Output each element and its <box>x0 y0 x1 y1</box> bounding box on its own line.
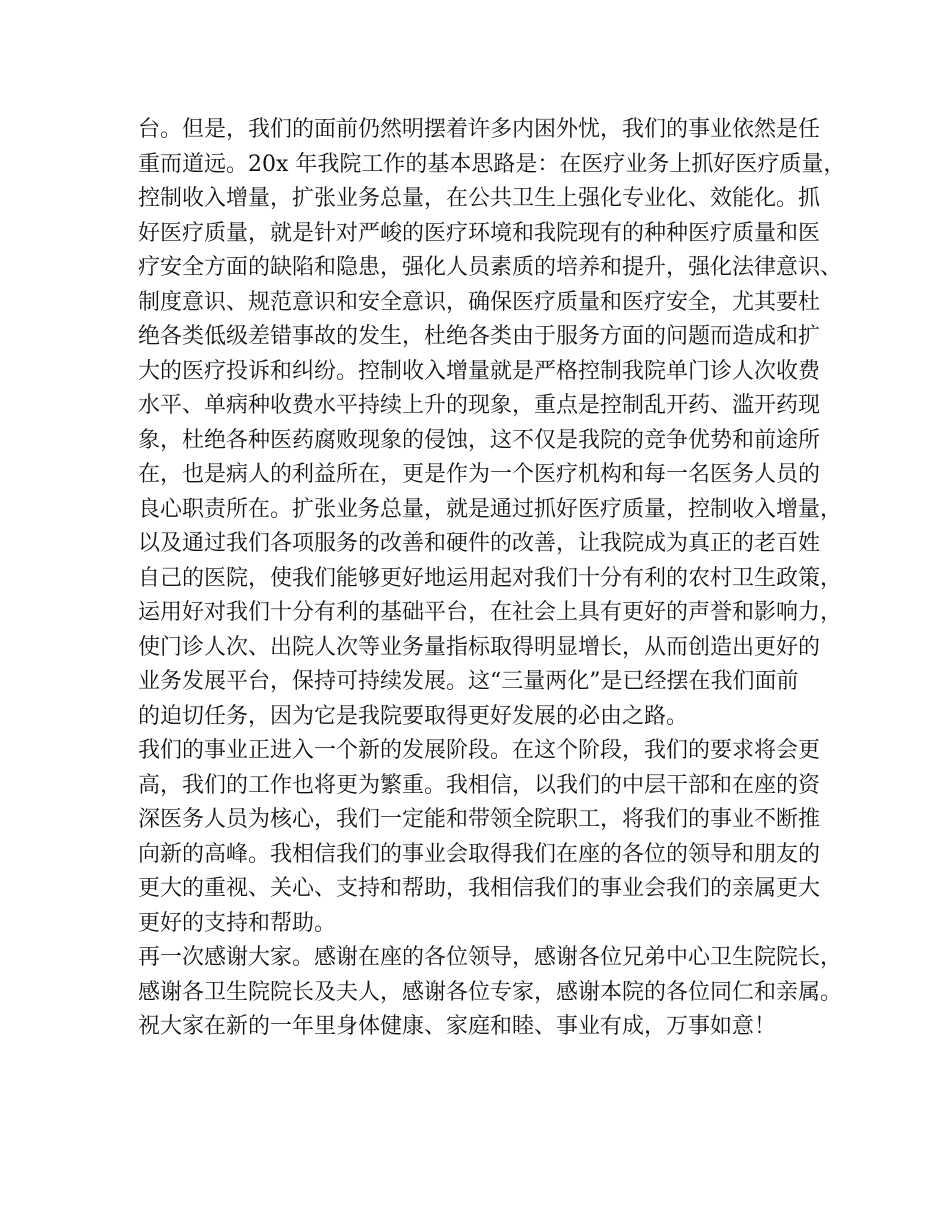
paragraph-line: 业务发展平台，保持可持续发展。这“三量两化”是已经摆在我们面前 <box>138 669 799 694</box>
paragraph-line: 更大的重视、关心、支持和帮助，我相信我们的事业会我们的亲属更大 <box>138 876 821 901</box>
paragraph-line: 在，也是病人的利益所在，更是作为一个医疗机构和每一名医务人员的 <box>138 462 821 487</box>
paragraph-line: 疗安全方面的缺陷和隐患，强化人员素质的培养和提升，强化法律意识、 <box>138 255 843 280</box>
paragraph-line: 制度意识、规范意识和安全意识，确保医疗质量和医疗安全，尤其要杜 <box>138 289 821 315</box>
paragraph-line: 感谢各卫生院院长及夫人，感谢各位专家，感谢本院的各位同仁和亲属。 <box>138 979 843 1005</box>
paragraph-line: 台。但是，我们的面前仍然明摆着许多内困外忧，我们的事业依然是任 <box>138 117 821 142</box>
paragraph-line: 高，我们的工作也将更为繁重。我相信，以我们的中层干部和在座的资 <box>138 772 821 798</box>
paragraph-1 <box>138 113 846 734</box>
paragraph-line: 绝各类低级差错事故的发生，杜绝各类由于服务方面的问题而造成和扩 <box>138 324 821 349</box>
paragraph-line: 向新的高峰。我相信我们的事业会取得我们在座的各位的领导和朋友的 <box>138 841 821 867</box>
paragraph-line: 好医疗质量，就是针对严峻的医疗环境和我院现有的种种医疗质量和医 <box>138 220 821 246</box>
paragraph-line: 控制收入增量，扩张业务总量，在公共卫生上强化专业化、效能化。抓 <box>138 186 821 211</box>
paragraph-line: 深医务人员为核心，我们一定能和带领全院职工，将我们的事业不断推 <box>138 807 821 832</box>
paragraph-line: 再一次感谢大家。感谢在座的各位领导，感谢各位兄弟中心卫生院院长， <box>138 945 843 970</box>
paragraph-2 <box>138 734 838 941</box>
paragraph-line: 我们的事业正进入一个新的发展阶段。在这个阶段，我们的要求将会更 <box>138 738 821 763</box>
paragraph-line: 良心职责所在。扩张业务总量，就是通过抓好医疗质量，控制收入增量， <box>138 496 843 522</box>
paragraph-line: 更好的支持和帮助。 <box>138 910 337 936</box>
paragraph-line: 运用好对我们十分有利的基础平台，在社会上具有更好的声誉和影响力， <box>138 600 843 625</box>
paragraph-line: 重而道远。20x 年我院工作的基本思路是：在医疗业务上抓好医疗质量， <box>138 151 846 177</box>
paragraph-line: 以及通过我们各项服务的改善和硬件的改善，让我院成为真正的老百姓 <box>138 531 821 556</box>
paragraph-line: 祝大家在新的一年里身体健康、家庭和睦、事业有成，万事如意！ <box>138 1014 777 1039</box>
paragraph-3 <box>138 941 843 1045</box>
paragraph-line: 的迫切任务，因为它是我院要取得更好发展的必由之路。 <box>138 703 689 729</box>
paragraph-line: 使门诊人次、出院人次等业务量指标取得明显增长，从而创造出更好的 <box>138 634 821 660</box>
paragraph-line: 象，杜绝各种医药腐败现象的侵蚀，这不仅是我院的竞争优势和前途所 <box>138 427 821 453</box>
paragraph-line: 自己的医院，使我们能够更好地运用起对我们十分有利的农村卫生政策， <box>138 565 843 591</box>
paragraph-line: 水平、单病种收费水平持续上升的现象，重点是控制乱开药、滥开药现 <box>138 393 821 418</box>
document-body <box>138 113 846 1045</box>
paragraph-line: 大的医疗投诉和纠纷。控制收入增量就是严格控制我院单门诊人次收费 <box>138 358 821 384</box>
